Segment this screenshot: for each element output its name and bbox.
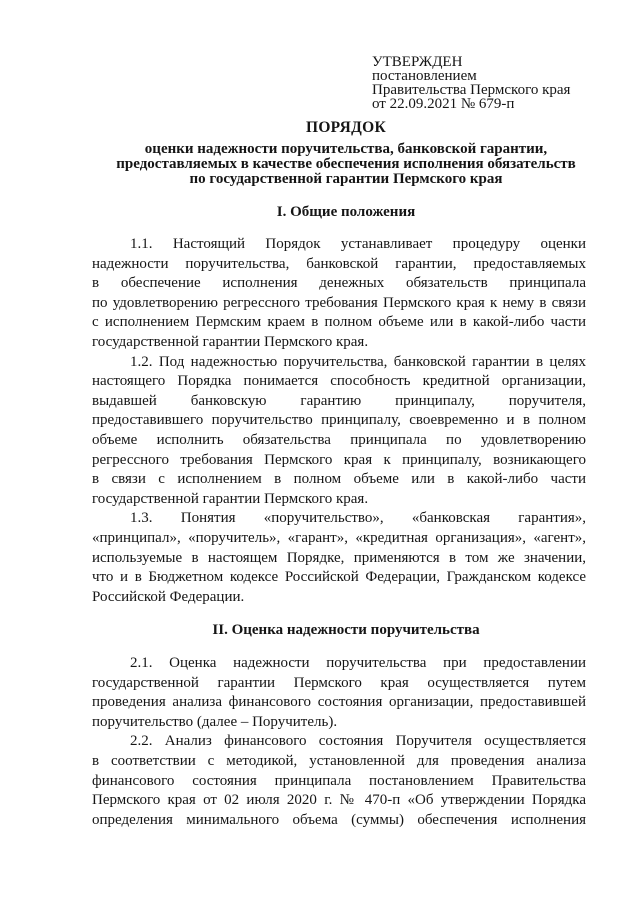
- paragraph-line: настоящего Порядка понимается способность кредитной организации,: [92, 373, 586, 390]
- paragraph-line: 2.2. Анализ финансового состояния Поручителя осуществляется: [130, 733, 586, 750]
- paragraph-line: предоставившего поручительство принципалу, своевременно и в полном: [92, 412, 586, 429]
- paragraph-line: объеме исполнить обязательства принципала по удовлетворению: [92, 431, 586, 448]
- paragraph-line: 1.2. Под надежностью поручительства, банковской гарантии в целях: [130, 353, 586, 370]
- paragraph-line: надежности поручительства, банковской гарантии, предоставляемых: [92, 255, 586, 272]
- paragraph-line: выдавшей банковскую гарантию принципалу, поручителя,: [92, 392, 586, 409]
- paragraph-line: определения минимального объема (суммы) обеспечения исполнения: [92, 811, 586, 828]
- section-heading-2: II. Оценка надежности поручительства: [212, 622, 480, 638]
- paragraph-line: с исполнением Пермским краем в полном объеме или в какой-либо части: [92, 314, 586, 331]
- approval-line: Правительства Пермского края: [372, 82, 571, 98]
- paragraph-line: в соответствии с методикой, установленной для проведения анализа: [92, 752, 586, 769]
- paragraph-line: Российской Федерации.: [92, 588, 245, 605]
- paragraph-line: 1.3. Понятия «поручительство», «банковская гарантия»,: [130, 510, 586, 527]
- document-subtitle: [96, 142, 596, 187]
- paragraph-line: в связи с исполнением в полном объеме или в какой-либо части: [92, 471, 586, 488]
- paragraph-line: используемые в настоящем Порядке, применяются в том же значении,: [92, 549, 586, 566]
- paragraph-line: государственной гарантии Пермского края.: [92, 490, 369, 507]
- paragraph-2-1: [92, 654, 586, 732]
- paragraph-1-3: [92, 509, 586, 607]
- paragraph-2-2: [92, 732, 586, 830]
- paragraph-line: финансового состояния принципала постановлением Правительства: [92, 772, 586, 789]
- section-heading-1: I. Общие положения: [276, 204, 416, 220]
- approval-stamp: [372, 55, 570, 111]
- paragraph-line: проведения анализа финансового состояния организации, предоставившей: [92, 694, 586, 711]
- paragraph-line: 2.1. Оценка надежности поручительства при предоставлении: [130, 655, 586, 671]
- paragraph-line: в обеспечение исполнения денежных обязательств принципала: [92, 275, 586, 292]
- approval-line: от 22.09.2021 № 679-п: [372, 96, 515, 112]
- paragraph-line: «принципал», «поручитель», «гарант», «кредитная организация», «агент»,: [92, 529, 586, 546]
- paragraph-1-2: [92, 353, 586, 510]
- document-title: ПОРЯДОК: [305, 119, 387, 136]
- paragraph-line: регрессного требования Пермского края к принципалу, возникающего: [92, 451, 586, 468]
- section-1-body: [92, 235, 586, 607]
- section-2-body: [92, 654, 586, 830]
- paragraph-1-1: [92, 235, 586, 353]
- subtitle-line: по государственной гарантии Пермского края: [189, 171, 503, 187]
- paragraph-line: поручительство (далее – Поручитель).: [92, 713, 338, 730]
- paragraph-line: государственной гарантии Пермского края осуществляется путем: [92, 674, 586, 691]
- approval-line: постановлением: [372, 68, 477, 84]
- approval-line: УТВЕРЖДЕН: [372, 54, 463, 70]
- paragraph-line: государственной гарантии Пермского края.: [92, 333, 369, 350]
- paragraph-line: Пермского края от 02 июля 2020 г. № 470-п «Об утверждении Порядка: [92, 792, 586, 809]
- paragraph-line: 1.1. Настоящий Порядок устанавливает процедуру оценки: [130, 236, 586, 252]
- paragraph-line: по удовлетворению регрессного требования Пермского края к нему в связи: [92, 294, 586, 311]
- paragraph-line: что и в Бюджетном кодексе Российской Федерации, Гражданском кодексе: [92, 569, 586, 586]
- subtitle-line: оценки надежности поручительства, банковской гарантии,: [144, 141, 548, 157]
- subtitle-line: предоставляемых в качестве обеспечения исполнения обязательств: [116, 156, 576, 172]
